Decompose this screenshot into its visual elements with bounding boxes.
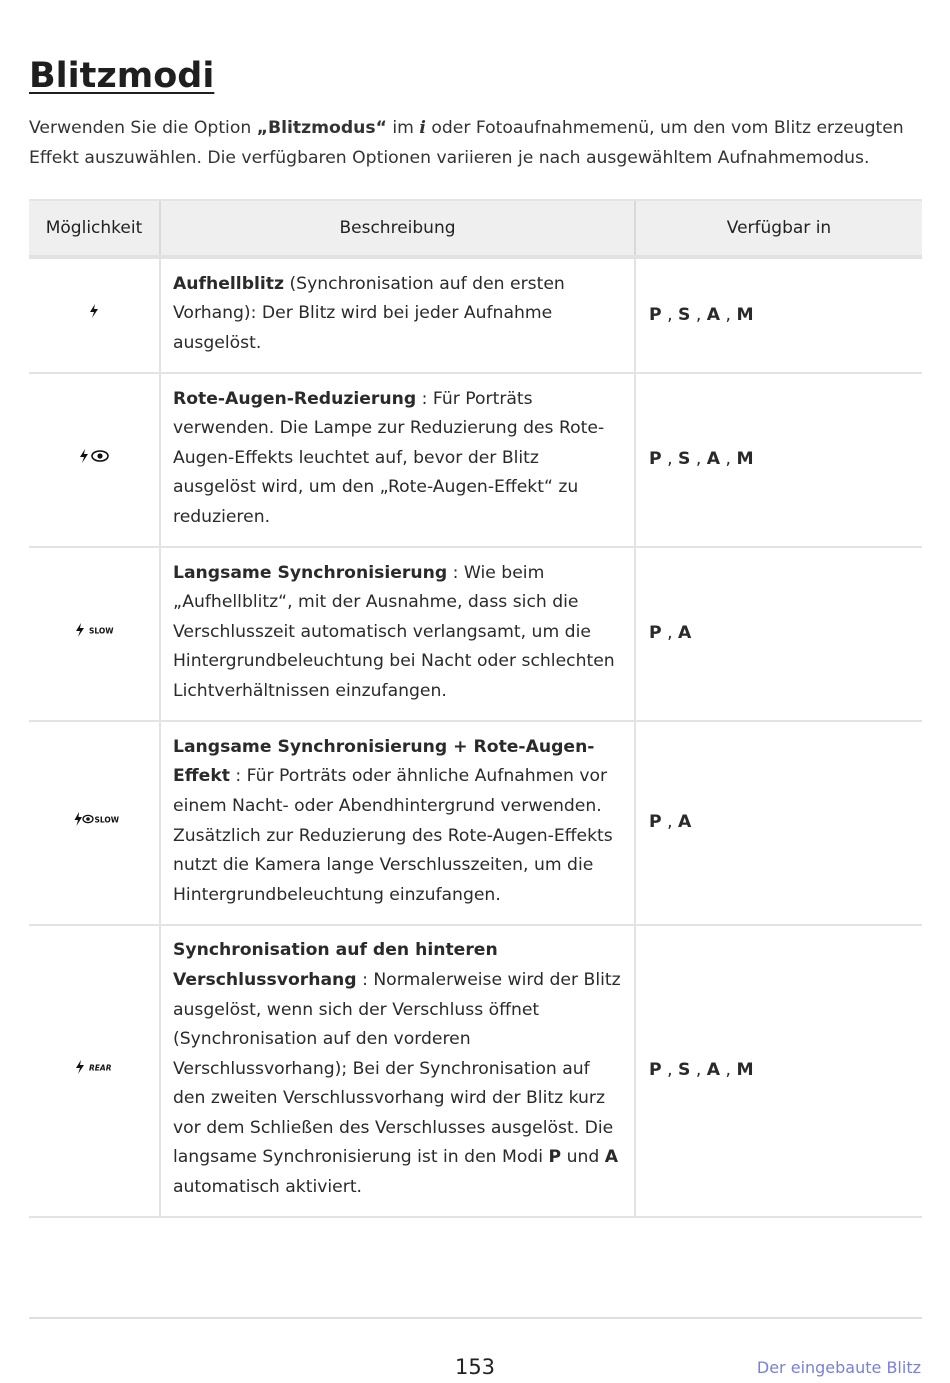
mode-separator: , <box>661 1060 678 1081</box>
mode-separator: , <box>720 449 737 470</box>
mode-badge: S <box>678 1060 691 1081</box>
icon-cell <box>29 257 160 373</box>
fill-flash-icon <box>88 300 100 330</box>
column-header-option: Möglichkeit <box>29 200 160 257</box>
table-row <box>29 547 922 721</box>
mode-separator: , <box>690 304 707 325</box>
mode-letter: P <box>548 1147 562 1168</box>
mode-badge: P <box>649 449 662 470</box>
description-cell <box>160 547 635 721</box>
svg-text:SLOW: SLOW <box>94 815 120 825</box>
column-header-description: Beschreibung <box>160 200 635 257</box>
intro-paragraph <box>29 113 929 173</box>
mode-badge: P <box>649 304 662 325</box>
intro-text: im <box>386 118 420 138</box>
mode-separator: , <box>661 812 678 833</box>
mode-description: automatisch aktiviert. <box>173 1177 363 1198</box>
mode-description: : Für Porträts oder ähnliche Aufnahmen vor einem Nacht- oder Abendhintergrund verwenden. Zusätzlich zur Reduzierung des Rote-Augen-Effekts nutzt die Kamera lange Verschlusszeiten, um die Hintergrundbeleuchtung einzufangen. <box>173 766 613 905</box>
intro-text: oder Fotoaufnahmemenü, um den vom Blitz erzeugten Effekt auszuwählen. Die verfügbaren Optionen variieren je nach ausgewähltem Aufnahmemodus. <box>29 118 904 168</box>
mode-badge: A <box>706 1060 721 1081</box>
mode-name: Langsame Synchronisierung + Rote-Augen-Effekt <box>173 736 595 787</box>
mode-badge: M <box>736 1060 754 1081</box>
mode-badge: A <box>678 623 692 644</box>
availability-cell <box>635 373 922 547</box>
svg-text:REAR: REAR <box>89 1063 112 1073</box>
footer-divider <box>29 1317 922 1319</box>
mode-separator: , <box>720 1060 737 1081</box>
table-row <box>29 721 922 925</box>
availability-cell <box>635 547 922 721</box>
mode-badge: M <box>736 304 754 325</box>
icon-cell <box>29 721 160 925</box>
mode-separator: , <box>661 304 678 325</box>
intro-text: Verwenden Sie die Option <box>29 118 257 138</box>
availability-cell <box>635 721 922 925</box>
description-cell <box>160 721 635 925</box>
mode-letter: A <box>604 1147 619 1168</box>
mode-description: : Für Porträts verwenden. Die Lampe zur Reduzierung des Rote-Augen-Effekts leuchtet auf, bevor der Blitz ausgelöst wird, um den „Rote-Augen-Effekt“ zu reduzieren. <box>173 388 605 527</box>
slow-sync-icon <box>74 619 114 649</box>
availability-cell <box>635 257 922 373</box>
mode-badge: A <box>706 304 721 325</box>
mode-description: (Synchronisation auf den ersten Vorhang): Der Blitz wird bei jeder Aufnahme ausgelöst. <box>173 273 565 353</box>
icon-cell <box>29 547 160 721</box>
description-cell <box>160 373 635 547</box>
mode-separator: , <box>720 304 737 325</box>
icon-cell <box>29 925 160 1217</box>
slow-sync-red-eye-icon <box>73 808 120 838</box>
mode-description: : Normalerweise wird der Blitz ausgelöst, wenn sich der Verschluss öffnet (Synchronisation auf den vorderen Verschlussvorhang); Bei der Synchronisation auf den zweiten Verschlussvorhang wird der Blitz kurz vor dem Schließen des Verschlusses ausgelöst. Die langsame Synchronisierung ist in den Modi <box>173 969 621 1168</box>
mode-name: Aufhellblitz <box>173 273 284 294</box>
mode-badge: P <box>649 623 662 644</box>
mode-name: Langsame Synchronisierung <box>173 562 448 583</box>
table-header-row <box>29 200 922 257</box>
mode-separator: , <box>690 449 707 470</box>
mode-badge: S <box>678 304 691 325</box>
mode-badge: S <box>678 449 691 470</box>
i-menu-icon: i <box>419 118 426 138</box>
mode-separator: , <box>661 449 678 470</box>
table-row <box>29 925 922 1217</box>
mode-description: und <box>561 1147 605 1168</box>
mode-separator: , <box>661 623 678 644</box>
mode-badge: P <box>649 812 662 833</box>
mode-name: Rote-Augen-Reduzierung <box>173 388 417 409</box>
mode-badge: P <box>649 1060 662 1081</box>
column-header-availability: Verfügbar in <box>635 200 922 257</box>
rear-curtain-sync-icon <box>74 1056 114 1086</box>
mode-name: Synchronisation auf den hinteren Verschlussvorhang <box>173 940 498 990</box>
mode-badge: A <box>706 449 721 470</box>
icon-cell <box>29 373 160 547</box>
flash-modes-table <box>29 199 922 1218</box>
description-cell <box>160 257 635 373</box>
availability-cell <box>635 925 922 1217</box>
table-row <box>29 373 922 547</box>
mode-badge: A <box>678 812 692 833</box>
mode-separator: , <box>690 1060 707 1081</box>
option-name: „Blitzmodus“ <box>256 118 387 138</box>
description-cell <box>160 925 635 1217</box>
section-link[interactable]: Der eingebaute Blitz <box>756 1358 921 1377</box>
mode-description: : Wie beim „Aufhellblitz“, mit der Ausnahme, dass sich die Verschlusszeit automatisch verlangsamt, um die Hintergrundbeleuchtung bei Nacht oder schlechten Lichtverhältnissen einzufangen. <box>173 562 615 701</box>
red-eye-reduction-icon <box>78 445 110 475</box>
svg-text:SLOW: SLOW <box>89 626 114 636</box>
mode-badge: M <box>736 449 754 470</box>
page-number: 153 <box>454 1355 496 1379</box>
page-title: Blitzmodi <box>29 56 215 96</box>
table-row <box>29 257 922 373</box>
